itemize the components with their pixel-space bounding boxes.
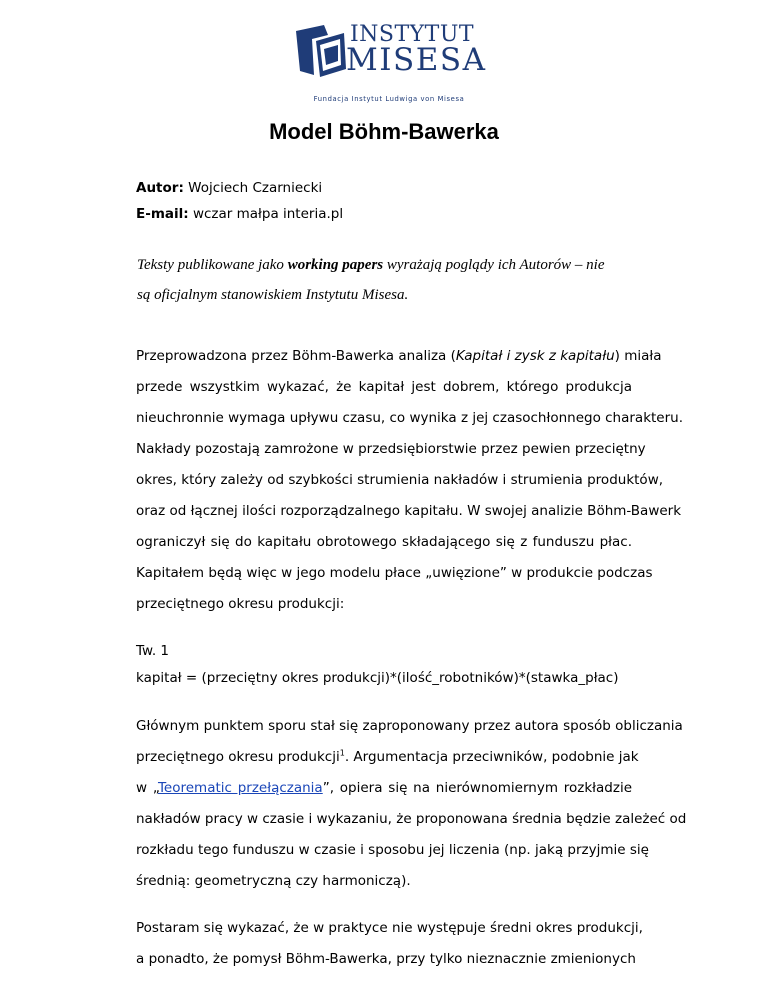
theorem-label: Tw. 1 [136, 643, 169, 659]
footnote-ref-1[interactable]: 1 [339, 748, 345, 758]
para1-line-2: przede wszystkim wykazać, że kapitał jest dobrem, którego produkcja [136, 379, 632, 395]
para1-line-7: ograniczył się do kapitału obrotowego składającego się z funduszu płac. [136, 534, 632, 550]
para1-line-5: okres, który zależy od szybkości strumienia nakładów i strumienia produktów, [136, 472, 664, 488]
email-line [136, 206, 343, 222]
logo-title [346, 22, 487, 78]
theorem-formula: kapitał = (przeciętny okres produkcji)*(ilość_robotników)*(stawka_płac) [136, 670, 619, 686]
para2-line-5: rozkładu tego funduszu w czasie i sposobu jej liczenia (np. jaką przyjmie się [136, 842, 649, 858]
logo-line-1: INSTYTUT [349, 22, 475, 47]
para1-line-9: przeciętnego okresu produkcji: [136, 596, 345, 612]
para2-line-2: przeciętnego okresu produkcji$^1$. Argumentacja przeciwników, podobnie jak [136, 748, 639, 765]
email-value: wczar małpa interia.pl [188, 206, 344, 222]
email-label: E-mail: [136, 206, 189, 222]
disclaimer-post: wyrażają poglądy ich Autorów – nie są oficjalnym stanowiskiem Instytutu Misesa. [137, 257, 605, 303]
disclaimer-pre: Teksty publikowane jako [137, 257, 288, 273]
logo-subtitle: Fundacja Instytut Ludwiga von Misesa [313, 95, 465, 103]
author-label: Autor: [136, 180, 184, 196]
disclaimer-strong: working papers [287, 257, 384, 273]
para1-line-8: Kapitałem będą więc w jego modelu płace „uwięzione” w produkcie podczas [136, 565, 653, 581]
para3-line-1: Postaram się wykazać, że w praktyce nie występuje średni okres produkcji, [136, 920, 643, 936]
para1-line-3: nieuchronnie wymaga upływu czasu, co wynika z jej czasochłonnego charakteru. [136, 410, 684, 426]
author-line [136, 180, 322, 196]
institute-logo [294, 22, 487, 103]
document-title: Model Böhm-Bawerka [269, 119, 499, 144]
para2-line-1: Głównym punktem sporu stał się zaproponowany przez autora sposób obliczania [136, 718, 683, 734]
para2-line-6: średnią: geometryczną czy harmoniczą). [136, 873, 411, 889]
para1-line-6: oraz od łącznej ilości rozporządzalnego kapitału. W swojej analizie Böhm-Bawerk [136, 503, 682, 519]
logo-mark-icon [294, 25, 348, 77]
link-teorematic[interactable]: Teorematic przełączania [157, 780, 323, 796]
logo-line-2: MISESA [346, 42, 487, 78]
para2-line-4: nakładów pracy w czasie i wykazaniu, że proponowana średnia będzie zależeć od [136, 811, 687, 827]
para3-line-2: a ponadto, że pomysł Böhm-Bawerka, przy tylko nieznacznie zmienionych [136, 951, 636, 967]
para1-line-4: Nakłady pozostają zamrożone w przedsiębiorstwie przez pewien przeciętny [136, 441, 646, 457]
para2-line-3: w „Teorematic przełączania”, opiera się na nierównomiernym rozkładzie [136, 780, 633, 796]
disclaimer-text [137, 250, 617, 310]
para1-line-1: Przeprowadzona przez Böhm-Bawerka analiza (Kapitał i zysk z kapitału) miała [136, 348, 662, 364]
author-name: Wojciech Czarniecki [183, 180, 323, 196]
